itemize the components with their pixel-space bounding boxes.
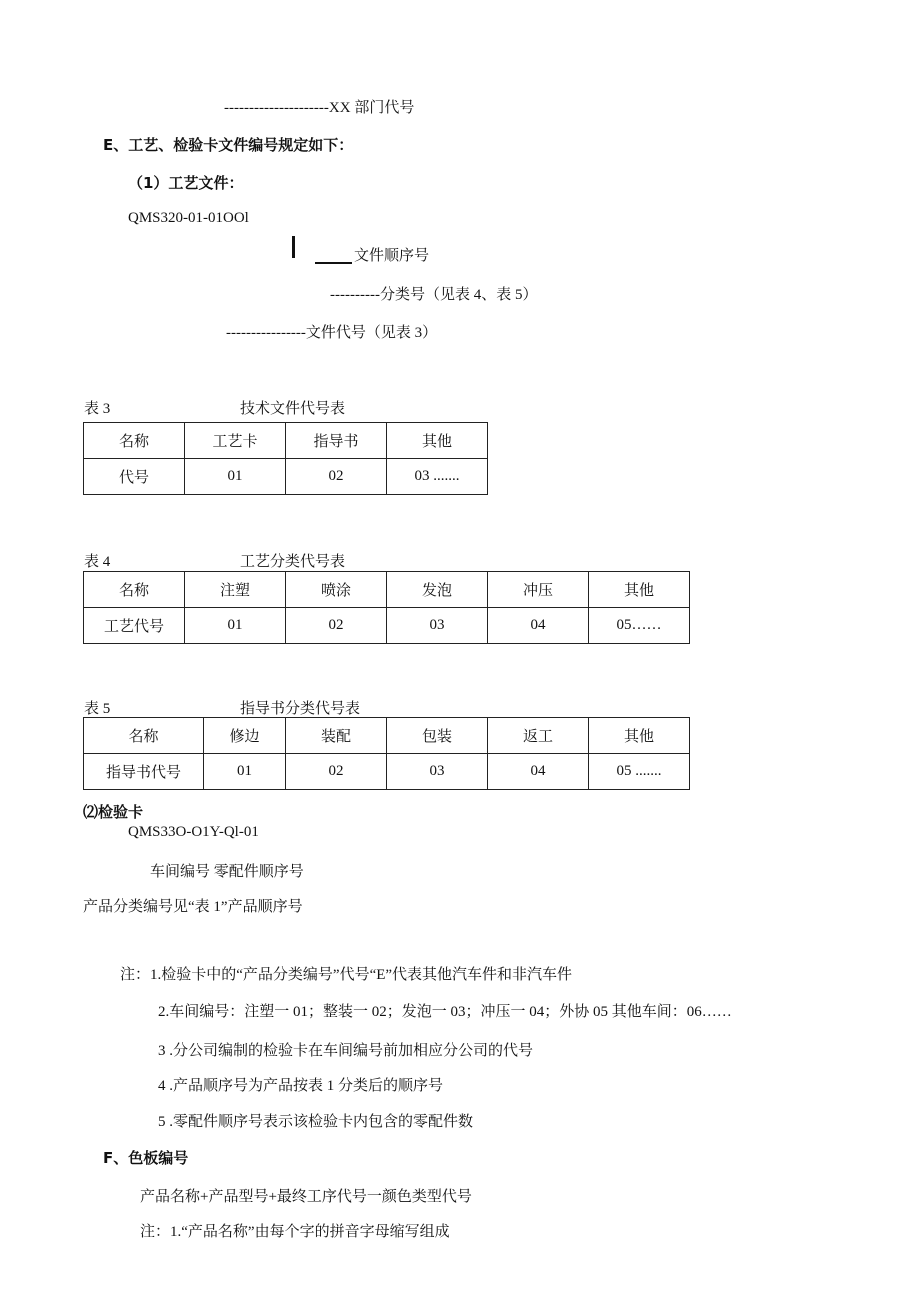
table4-process-class-codes	[83, 571, 690, 644]
table-row	[84, 754, 690, 790]
table-cell: 名称	[84, 423, 185, 459]
table-cell: 其他	[387, 423, 488, 459]
table-cell: 05 .......	[589, 754, 690, 790]
table-cell: 04	[488, 608, 589, 644]
inspection-code-label-2: 产品分类编号见“表 1”产品顺序号	[83, 899, 303, 915]
table-row	[84, 423, 488, 459]
table-cell: 工艺代号	[84, 608, 185, 644]
table-cell: 代号	[84, 459, 185, 495]
table4-number: 表 4	[84, 554, 111, 570]
table-cell: 03	[387, 608, 488, 644]
table-cell: 01	[185, 459, 286, 495]
table-cell: 指导书代号	[84, 754, 204, 790]
table-row	[84, 608, 690, 644]
table3-technical-doc-codes	[83, 422, 488, 495]
table-cell: 04	[488, 754, 589, 790]
table-cell: 01	[185, 608, 286, 644]
table-cell: 名称	[84, 718, 204, 754]
sequence-number-label: 文件顺序号	[354, 248, 430, 264]
color-plate-note: 注：1.“产品名称”由每个字的拼音字母缩写组成	[140, 1224, 450, 1240]
process-file-heading: （1）工艺文件：	[128, 174, 244, 192]
table-row	[84, 572, 690, 608]
table5-number: 表 5	[84, 701, 111, 717]
table-row	[84, 459, 488, 495]
table-cell: 03	[387, 754, 488, 790]
table3-number: 表 3	[84, 401, 111, 417]
table-cell: 指导书	[286, 423, 387, 459]
table5-title: 指导书分类代号表	[240, 701, 361, 717]
table-cell: 其他	[589, 572, 690, 608]
inspection-code-label-1: 车间编号 零配件顺序号	[150, 864, 304, 880]
code-pointer-bar	[292, 236, 295, 258]
table-cell: 名称	[84, 572, 185, 608]
section-e-heading: E、工艺、检验卡文件编号规定如下：	[103, 136, 354, 154]
table-row	[84, 718, 690, 754]
table-cell: 工艺卡	[185, 423, 286, 459]
table-cell: 01	[204, 754, 286, 790]
process-file-code: QMS320-01-01OOl	[128, 210, 249, 226]
table-cell: 02	[286, 459, 387, 495]
code-pointer-line	[315, 262, 352, 264]
classification-label: ----------分类号（见表 4、表 5）	[330, 287, 538, 303]
note-1: 注：1.检验卡中的“产品分类编号”代号“E”代表其他汽车件和非汽车件	[120, 967, 573, 983]
note-3: 3 .分公司编制的检验卡在车间编号前加相应分公司的代号	[158, 1043, 534, 1059]
table4-title: 工艺分类代号表	[240, 554, 346, 570]
table-cell: 03 .......	[387, 459, 488, 495]
inspection-card-heading: ⑵检验卡	[83, 803, 144, 821]
table-cell: 02	[286, 754, 387, 790]
document-code-label: ----------------文件代号（见表 3）	[226, 325, 438, 341]
note-4: 4 .产品顺序号为产品按表 1 分类后的顺序号	[158, 1078, 444, 1094]
dept-code-line: ---------------------XX 部门代号	[224, 100, 415, 116]
table-cell: 返工	[488, 718, 589, 754]
note-2: 2.车间编号：注塑一 01；整装一 02；发泡一 03；冲压一 04；外协 05 其他车间：06……	[158, 1004, 732, 1020]
inspection-card-code: QMS33O-O1Y-Ql-01	[128, 824, 259, 840]
table-cell: 冲压	[488, 572, 589, 608]
table5-guide-class-codes	[83, 717, 690, 790]
table-cell: 装配	[286, 718, 387, 754]
table-cell: 02	[286, 608, 387, 644]
table-cell: 其他	[589, 718, 690, 754]
table3-title: 技术文件代号表	[240, 401, 346, 417]
table-cell: 发泡	[387, 572, 488, 608]
table-cell: 注塑	[185, 572, 286, 608]
color-plate-formula: 产品名称+产品型号+最终工序代号一颜色类型代号	[140, 1189, 472, 1205]
note-5: 5 .零配件顺序号表示该检验卡内包含的零配件数	[158, 1114, 474, 1130]
table-cell: 05……	[589, 608, 690, 644]
table-cell: 包装	[387, 718, 488, 754]
table-cell: 喷涂	[286, 572, 387, 608]
section-f-heading: F、色板编号	[103, 1149, 189, 1167]
table-cell: 修边	[204, 718, 286, 754]
